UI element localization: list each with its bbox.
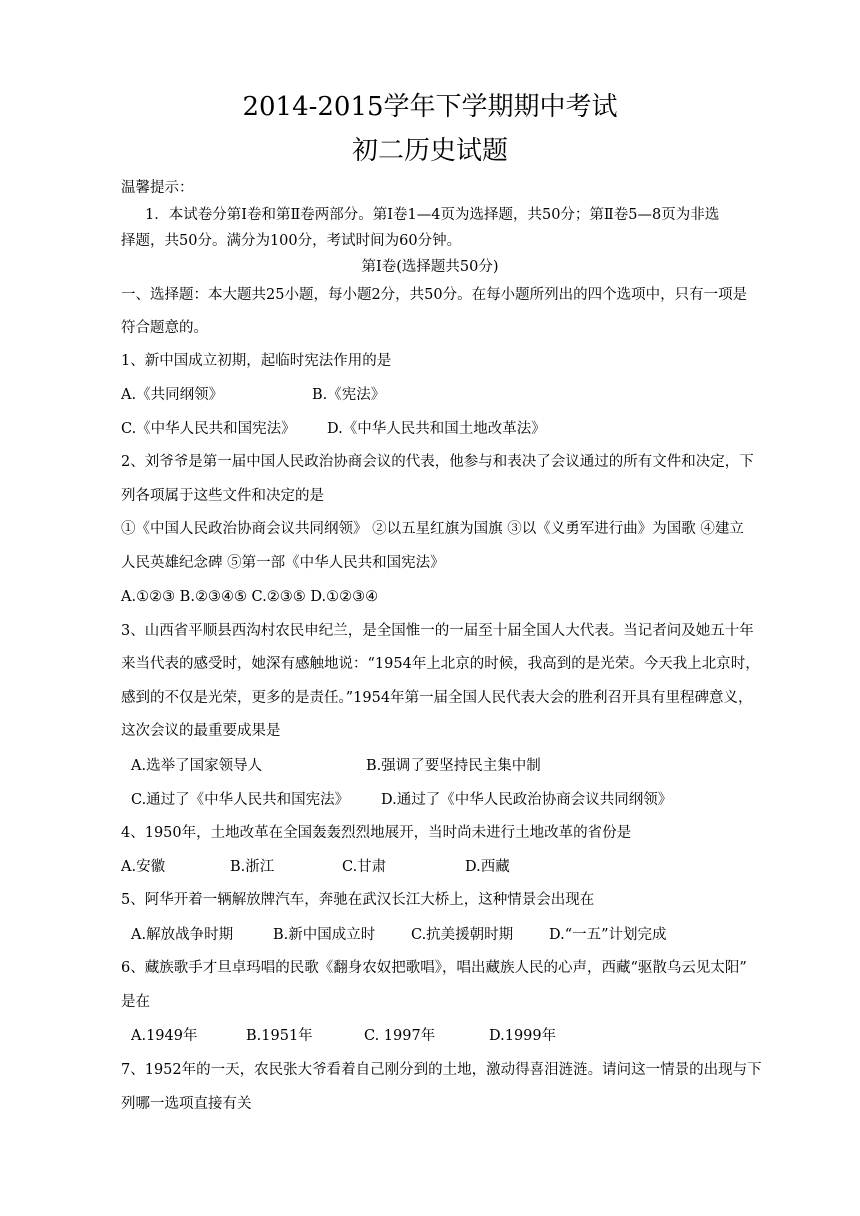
q5-option-d: D.“一五”计划完成	[549, 927, 667, 943]
q3-option-c: C.通过了《中华人民共和国宪法》	[131, 792, 350, 808]
q4-option-c: C.甘肃	[342, 859, 387, 875]
q1-option-b: B.《宪法》	[312, 387, 386, 403]
q3-option-b: B.强调了要坚持民主集中制	[366, 758, 541, 774]
question-3-stem: 这次会议的最重要成果是	[121, 723, 281, 739]
question-3-stem: 感到的不仅是光荣，更多的是责任。”1954年第一届全国人民代表大会的胜利召开具有里程碑意义，	[121, 690, 753, 706]
q6-option-c: C. 1997年	[364, 1028, 436, 1044]
q5-option-a: A.解放战争时期	[131, 927, 234, 943]
q1-option-c: C.《中华人民共和国宪法》	[121, 421, 296, 437]
q3-option-a: A.选举了国家领导人	[131, 758, 263, 774]
q3-option-d: D.通过了《中华人民政治协商会议共同纲领》	[381, 792, 673, 808]
q5-option-b: B.新中国成立时	[273, 927, 376, 943]
q2-options: A.①②③ B.②③④⑤ C.②③⑤ D.①②③④	[121, 589, 379, 605]
question-2-stem: ①《中国人民政治协商会议共同纲领》 ②以五星红旗为国旗 ③以《义勇军进行曲》为国歌 ④建立	[121, 521, 744, 537]
q4-option-d: D.西藏	[465, 859, 510, 875]
question-4-stem: 4、1950年，土地改革在全国轰轰烈烈地展开，当时尚未进行土地改革的省份是	[121, 825, 632, 841]
q1-option-a: A.《共同纲领》	[121, 387, 224, 403]
tip-line: 择题，共50分。满分为100分，考试时间为60分钟。	[121, 233, 462, 249]
question-6-stem: 6、藏族歌手才旦卓玛唱的民歌《翻身农奴把歌唱》，唱出藏族人民的心声，西藏“驱散乌云见太阳”	[121, 960, 747, 976]
question-2-stem: 人民英雄纪念碑 ⑤第一部《中华人民共和国宪法》	[121, 555, 445, 571]
question-1-stem: 1、新中国成立初期，起临时宪法作用的是	[121, 353, 392, 369]
question-3-stem: 3、山西省平顺县西沟村农民申纪兰，是全国惟一的一届至十届全国人大代表。当记者问及她五十年	[121, 623, 754, 639]
q6-option-a: A.1949年	[131, 1028, 198, 1044]
question-3-stem: 来当代表的感受时，她深有感触地说：“1954年上北京的时候，我高到的是光荣。今天我上北京时，	[121, 656, 760, 672]
question-6-stem: 是在	[121, 994, 150, 1010]
section-title: 第Ⅰ卷(选择题共50分)	[361, 259, 499, 275]
question-7-stem: 7、1952年的一天，农民张大爷看着自己刚分到的土地，激动得喜泪涟涟。请问这一情景的出现与下	[121, 1062, 762, 1078]
instructions-line: 符合题意的。	[121, 320, 208, 336]
q4-option-a: A.安徽	[121, 859, 166, 875]
tip-line: 1．本试卷分第Ⅰ卷和第Ⅱ卷两部分。第Ⅰ卷1—4页为选择题，共50分；第Ⅱ卷5—8页为非选	[145, 207, 720, 223]
q6-option-d: D.1999年	[489, 1028, 557, 1044]
tip-label: 温馨提示：	[121, 180, 194, 196]
q5-option-c: C.抗美援朝时期	[411, 927, 514, 943]
q4-option-b: B.浙江	[230, 859, 275, 875]
question-2-stem: 列各项属于这些文件和决定的是	[121, 488, 324, 504]
instructions-line: 一、选择题：本大题共25小题，每小题2分，共50分。在每小题所列出的四个选项中，只有一项是	[121, 287, 748, 303]
question-2-stem: 2、刘爷爷是第一届中国人民政治协商会议的代表，他参与和表决了会议通过的所有文件和决定，下	[121, 454, 754, 470]
q1-option-d: D.《中华人民共和国土地改革法》	[327, 421, 546, 437]
question-5-stem: 5、阿华开着一辆解放牌汽车，奔驰在武汉长江大桥上，这种情景会出现在	[121, 892, 595, 908]
exam-title: 2014-2015学年下学期期中考试	[242, 92, 618, 122]
question-7-stem: 列哪一选项直接有关	[121, 1096, 252, 1112]
q6-option-b: B.1951年	[246, 1028, 313, 1044]
exam-subtitle: 初二历史试题	[351, 136, 508, 166]
